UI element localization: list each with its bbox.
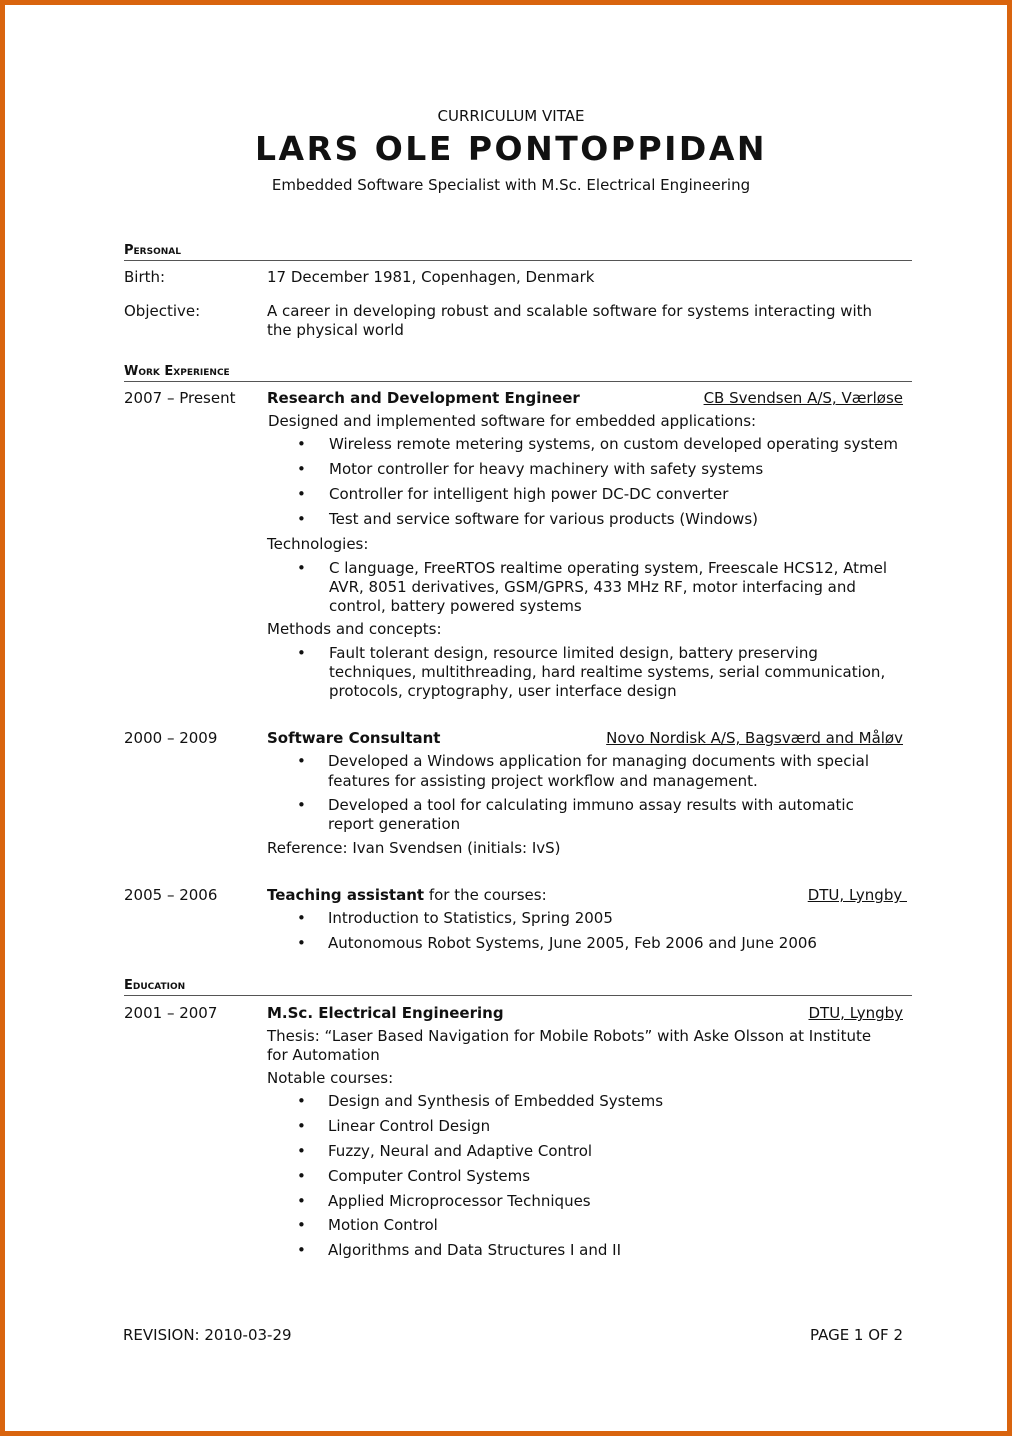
methods-label: Methods and concepts: <box>267 620 442 638</box>
job-title: Research and Development Engineer <box>267 389 580 407</box>
course-item: Applied Microprocessor Techniques <box>328 1192 591 1210</box>
bullet-icon: • <box>297 485 306 503</box>
objective-line: the physical world <box>267 321 404 339</box>
section-heading-education: Education <box>124 978 912 996</box>
school-name: DTU, Lyngby <box>808 1004 903 1022</box>
job-title: Teaching assistant <box>267 886 425 904</box>
birth-value: 17 December 1981, Copenhagen, Denmark <box>267 268 595 286</box>
bullet-icon: • <box>297 510 306 528</box>
company-name: DTU, Lyngby <box>807 886 907 904</box>
course-item: Algorithms and Data Structures I and II <box>328 1241 622 1259</box>
bullet-icon: • <box>297 1241 306 1259</box>
reference-text: Reference: Ivan Svendsen (initials: IvS) <box>267 839 561 857</box>
list-item-line: Developed a Windows application for managing documents with special <box>328 752 870 770</box>
education-period: 2001 – 2007 <box>124 1004 218 1022</box>
technologies-line: control, battery powered systems <box>329 597 582 615</box>
thesis-line: Thesis: “Laser Based Navigation for Mobile Robots” with Aske Olsson at Institute <box>267 1027 872 1045</box>
list-item-line: report generation <box>328 815 461 833</box>
bullet-icon: • <box>297 752 306 770</box>
objective-line: A career in developing robust and scalable software for systems interacting with <box>267 302 873 320</box>
job-title-suffix: for the courses: <box>424 886 547 904</box>
course-item: Fuzzy, Neural and Adaptive Control <box>328 1142 593 1160</box>
bullet-icon: • <box>297 1142 306 1160</box>
objective-label: Objective: <box>124 302 201 320</box>
list-item: Motor controller for heavy machinery with safety systems <box>329 460 764 478</box>
course-item: Design and Synthesis of Embedded Systems <box>328 1092 664 1110</box>
technologies-line: AVR, 8051 derivatives, GSM/GPRS, 433 MHz RF, motor interfacing and <box>329 578 856 596</box>
course-item: Computer Control Systems <box>328 1167 531 1185</box>
course-item: Motion Control <box>328 1216 438 1234</box>
list-item: Wireless remote metering systems, on custom developed operating system <box>329 435 898 453</box>
methods-line: Fault tolerant design, resource limited design, battery preserving <box>329 644 818 662</box>
job-period: 2007 – Present <box>124 389 236 407</box>
bullet-icon: • <box>297 1192 306 1210</box>
job-title-line <box>267 886 547 904</box>
birth-label: Birth: <box>124 268 166 286</box>
bullet-icon: • <box>297 909 306 927</box>
bullet-icon: • <box>297 460 306 478</box>
job-period: 2000 – 2009 <box>124 729 218 747</box>
bullet-icon: • <box>297 1117 306 1135</box>
job-period: 2005 – 2006 <box>124 886 218 904</box>
methods-line: techniques, multithreading, hard realtime systems, serial communication, <box>329 663 886 681</box>
thesis-line: for Automation <box>267 1046 380 1064</box>
list-item: Autonomous Robot Systems, June 2005, Feb 2006 and June 2006 <box>328 934 817 952</box>
company-name: Novo Nordisk A/S, Bagsværd and Måløv <box>606 729 903 747</box>
person-name: LARS OLE PONTOPPIDAN <box>255 129 767 168</box>
courses-label: Notable courses: <box>267 1069 394 1087</box>
bullet-icon: • <box>297 1092 306 1110</box>
degree-title: M.Sc. Electrical Engineering <box>267 1004 504 1022</box>
bullet-icon: • <box>297 644 306 662</box>
course-item: Linear Control Design <box>328 1117 491 1135</box>
job-title: Software Consultant <box>267 729 441 747</box>
revision-text: REVISION: 2010-03-29 <box>123 1326 292 1344</box>
company-name: CB Svendsen A/S, Værløse <box>703 389 903 407</box>
list-item: Test and service software for various products (Windows) <box>329 510 758 528</box>
technologies-line: C language, FreeRTOS realtime operating system, Freescale HCS12, Atmel <box>329 559 888 577</box>
list-item-line: Developed a tool for calculating immuno assay results with automatic <box>328 796 854 814</box>
bullet-icon: • <box>297 1216 306 1234</box>
bullet-icon: • <box>297 1167 306 1185</box>
technologies-label: Technologies: <box>267 535 369 553</box>
bullet-icon: • <box>297 435 306 453</box>
section-heading-work: Work Experience <box>124 364 912 382</box>
list-item: Introduction to Statistics, Spring 2005 <box>328 909 613 927</box>
methods-line: protocols, cryptography, user interface design <box>329 682 677 700</box>
job-intro: Designed and implemented software for embedded applications: <box>268 412 757 430</box>
section-heading-personal: Personal <box>124 243 912 261</box>
bullet-icon: • <box>297 796 306 814</box>
bullet-icon: • <box>297 559 306 577</box>
document-label: CURRICULUM VITAE <box>437 107 585 125</box>
list-item-line: features for assisting project workflow and management. <box>328 772 758 790</box>
person-subtitle: Embedded Software Specialist with M.Sc. Electrical Engineering <box>271 176 751 194</box>
bullet-icon: • <box>297 934 306 952</box>
page-number: PAGE 1 OF 2 <box>809 1326 903 1344</box>
list-item: Controller for intelligent high power DC-DC converter <box>329 485 729 503</box>
